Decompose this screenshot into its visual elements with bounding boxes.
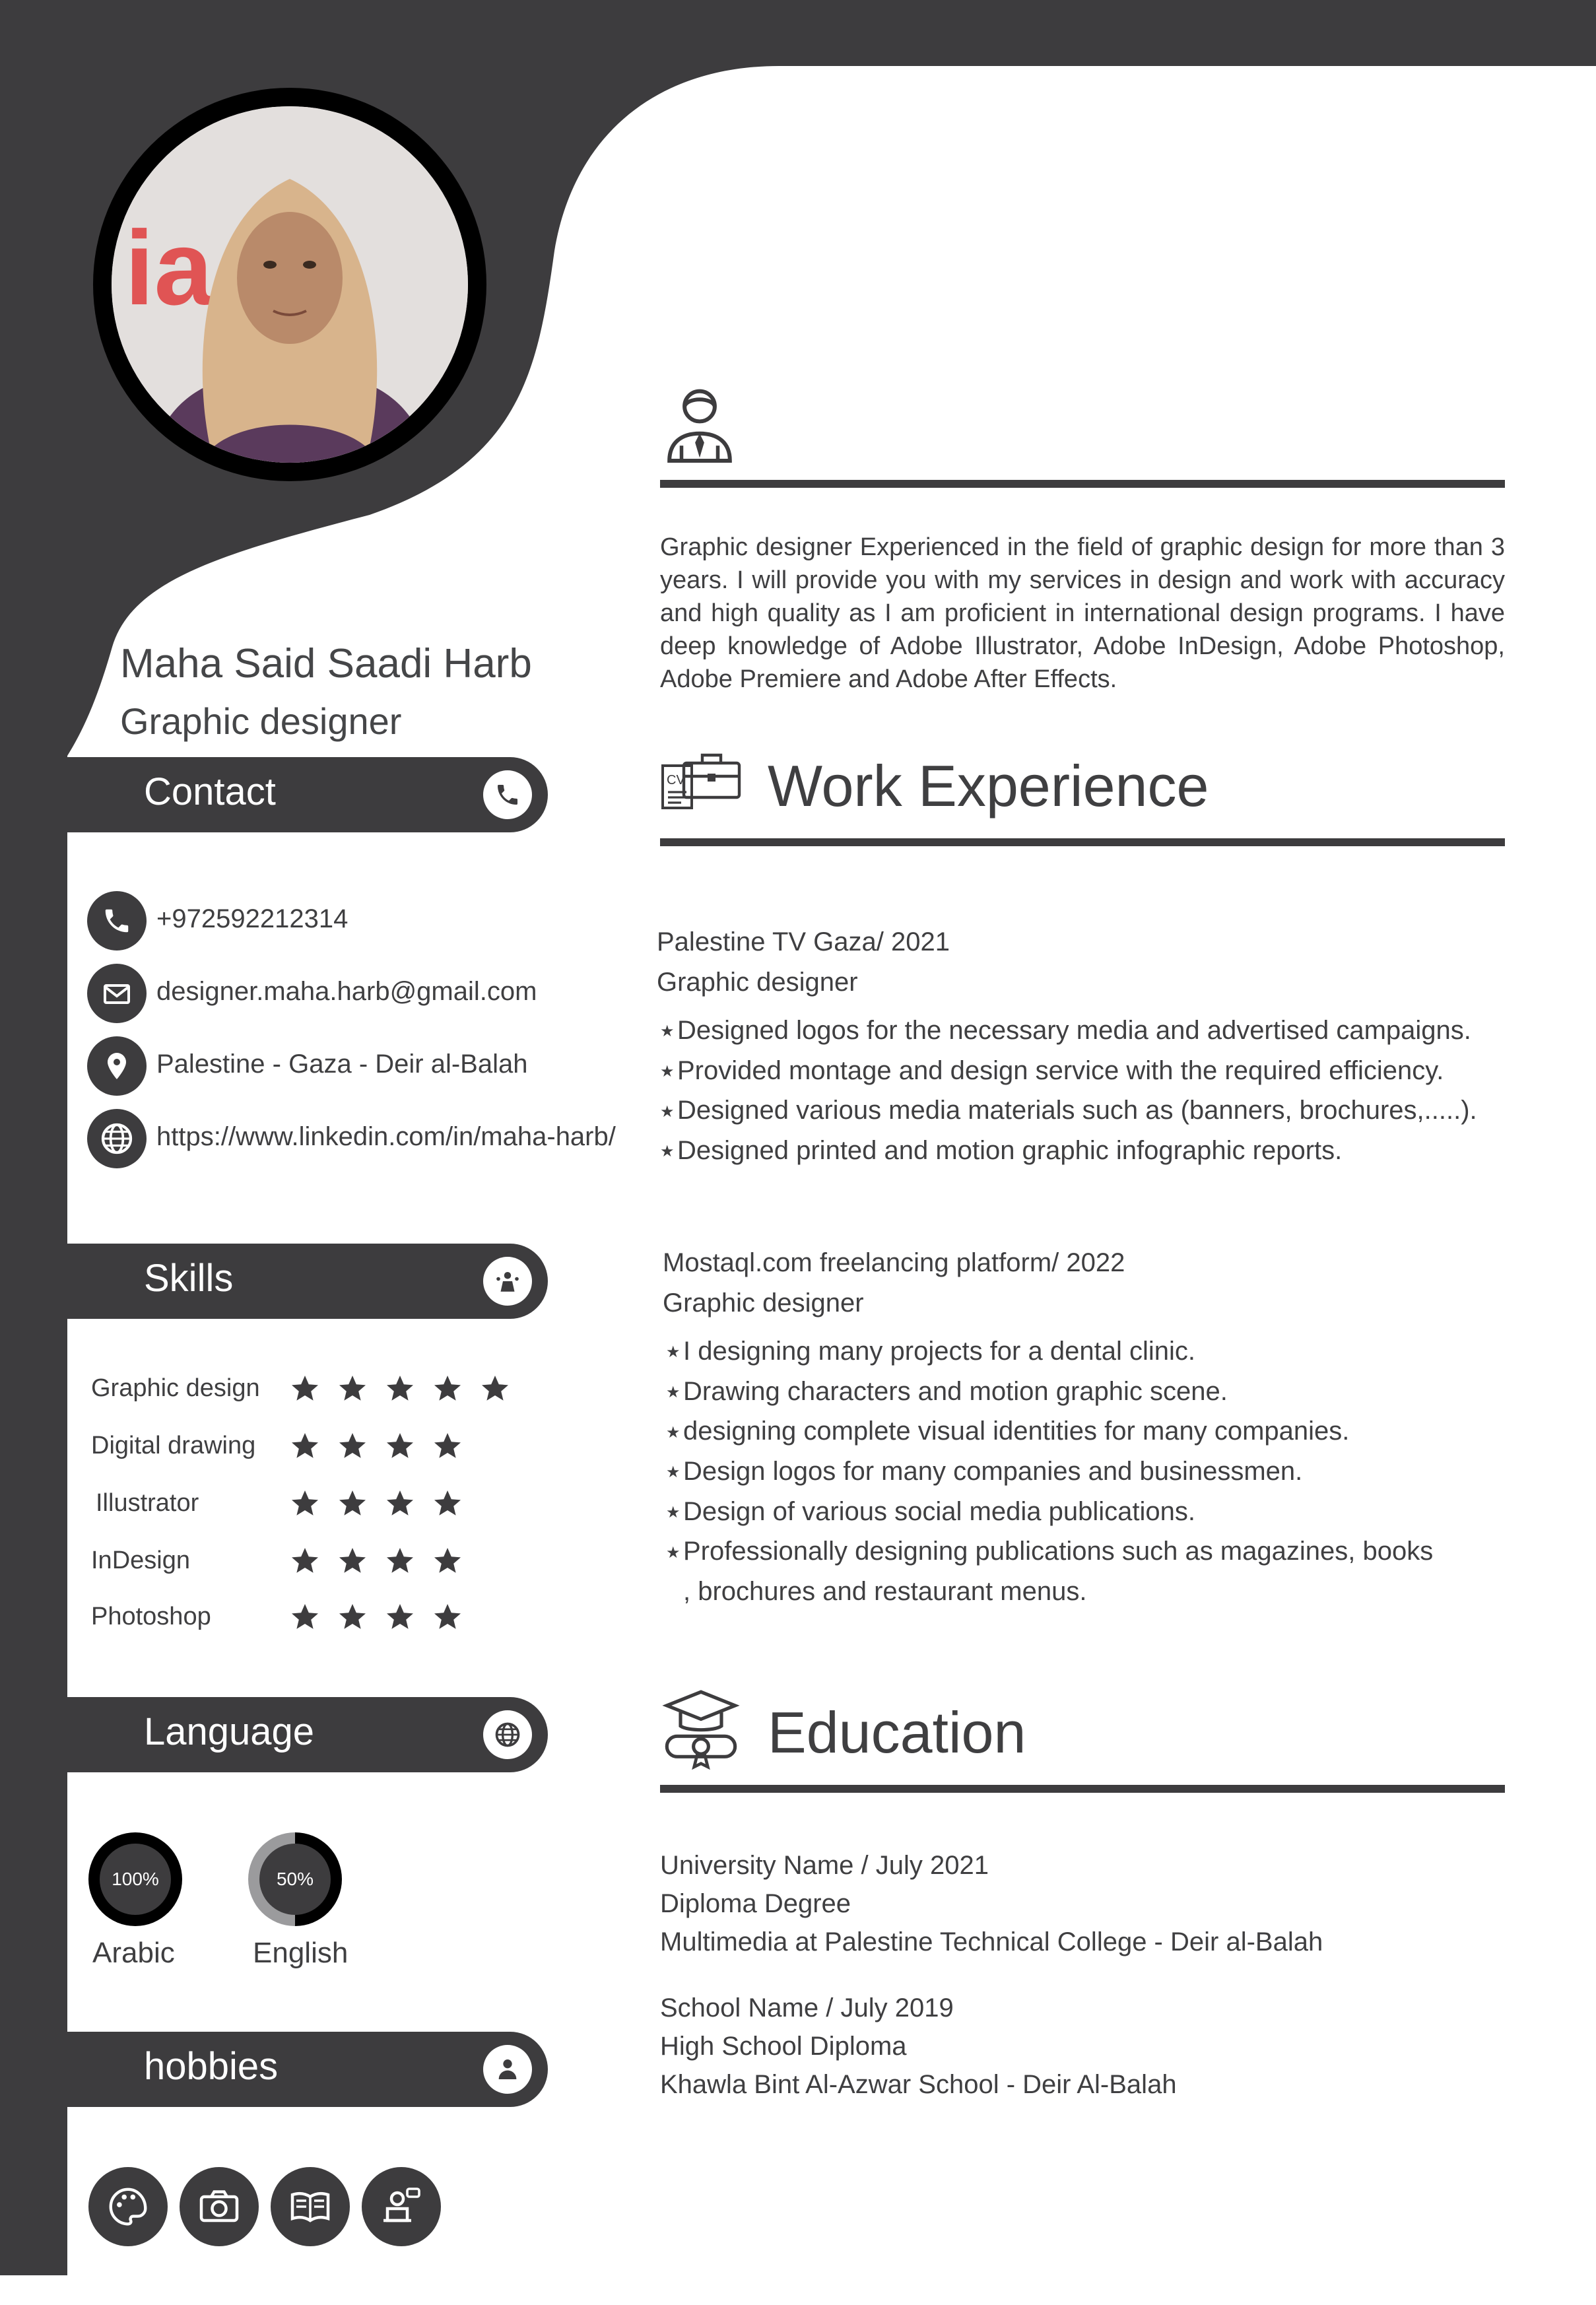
skill-label: InDesign xyxy=(91,1547,190,1574)
star-bullet-icon: ★ xyxy=(666,1423,681,1442)
star-icon xyxy=(337,1373,368,1405)
job-role: Graphic designer xyxy=(663,1288,864,1318)
person-icon xyxy=(483,2045,532,2094)
cv-briefcase-icon xyxy=(660,750,742,817)
star-icon xyxy=(337,1545,368,1577)
language-gauge-arabic xyxy=(88,1832,182,1926)
book-icon xyxy=(271,2167,350,2246)
job-company: Mostaql.com freelancing platform/ 2022 xyxy=(663,1248,1125,1277)
job-bullet xyxy=(666,1372,1433,1413)
job-bullet-text: Drawing characters and motion graphic scene. xyxy=(683,1376,1228,1406)
contact-panel xyxy=(67,832,615,1242)
job-bullet xyxy=(660,1052,1477,1092)
education-line: School Name / July 2019 xyxy=(660,1993,954,2022)
language-name: English xyxy=(253,1937,349,1969)
job-bullet-text: Designed printed and motion graphic infographic reports. xyxy=(677,1136,1343,1166)
profile-title: Graphic designer xyxy=(120,700,402,742)
profile-name: Maha Said Saadi Harb xyxy=(120,641,532,686)
job-bullet-text: Professionally designing publications such as magazines, books xyxy=(683,1537,1434,1566)
skills-icon xyxy=(483,1257,532,1306)
star-bullet-icon: ★ xyxy=(666,1463,681,1482)
language-percent: 50% xyxy=(259,1844,331,1915)
skill-rating xyxy=(289,1430,463,1462)
education-line: Khawla Bint Al-Azwar School - Deir Al-Balah xyxy=(660,2070,1177,2099)
job-role: Graphic designer xyxy=(657,968,858,997)
skill-rating xyxy=(289,1373,511,1405)
education-line: Multimedia at Palestine Technical College - Deir al-Balah xyxy=(660,1927,1323,1956)
job-company: Palestine TV Gaza/ 2021 xyxy=(657,927,950,956)
education-line: High School Diploma xyxy=(660,2032,907,2061)
laptop-user-icon xyxy=(362,2167,441,2246)
job-bullet-text: I designing many projects for a dental clinic. xyxy=(683,1337,1195,1366)
skill-label: Graphic design xyxy=(91,1374,260,1402)
star-icon xyxy=(432,1488,463,1520)
hobbies-heading: hobbies xyxy=(144,2045,279,2088)
job-bullet xyxy=(666,1492,1433,1533)
job-bullet-text: Provided montage and design service with the required efficiency. xyxy=(677,1055,1444,1085)
star-icon xyxy=(337,1488,368,1520)
star-bullet-icon: ★ xyxy=(660,1062,675,1081)
job-bullet-text: , brochures and restaurant menus. xyxy=(683,1577,1087,1607)
job-bullet-text: Designed logos for the necessary media and advertised campaigns. xyxy=(677,1016,1471,1045)
contact-location: Palestine - Gaza - Deir al-Balah xyxy=(156,1050,528,1079)
star-icon xyxy=(432,1373,463,1405)
job-bullets xyxy=(666,1332,1433,1611)
star-icon xyxy=(384,1545,416,1577)
star-icon xyxy=(289,1373,321,1405)
star-bullet-icon: ★ xyxy=(666,1383,681,1401)
star-icon xyxy=(337,1430,368,1462)
education-entry xyxy=(660,1989,1177,2104)
job-bullet-text: Design of various social media publications. xyxy=(683,1496,1195,1526)
location-icon xyxy=(87,1036,147,1096)
job-bullet-text: Designed various media materials such as (banners, brochures,.....). xyxy=(677,1096,1477,1125)
star-icon xyxy=(384,1601,416,1633)
summary-text: Graphic designer Experienced in the field of graphic design for more than 3 years. I will provide you with my services in design and work with accuracy and high quality as I am proficient in international design programs. I have deep knowledge of Adobe Illustrator, Adobe InDesign, Adobe Photoshop, Adobe Premiere and Adobe After Effects. xyxy=(660,533,1505,693)
job-bullet xyxy=(666,1412,1433,1452)
star-icon xyxy=(289,1545,321,1577)
portrait-photo xyxy=(112,106,468,463)
job-bullets xyxy=(660,1011,1477,1172)
mail-icon xyxy=(87,964,147,1023)
phone-icon xyxy=(87,891,147,951)
svg-text:ia: ia xyxy=(125,209,213,327)
globe-icon xyxy=(87,1109,147,1168)
star-icon xyxy=(289,1488,321,1520)
language-percent: 100% xyxy=(100,1844,171,1915)
job-bullet xyxy=(666,1452,1433,1492)
job-bullet xyxy=(666,1532,1433,1572)
summary-divider xyxy=(660,480,1505,488)
palette-icon xyxy=(88,2167,168,2246)
star-icon xyxy=(384,1430,416,1462)
job-bullet xyxy=(660,1011,1477,1052)
skill-rating xyxy=(289,1601,463,1633)
work-heading: Work Experience xyxy=(768,753,1209,818)
star-icon xyxy=(384,1488,416,1520)
education-divider xyxy=(660,1785,1505,1793)
work-divider xyxy=(660,838,1505,846)
skills-header xyxy=(0,1244,548,1319)
star-icon xyxy=(337,1601,368,1633)
education-line: Diploma Degree xyxy=(660,1889,851,1918)
job-bullet xyxy=(666,1572,1433,1611)
star-icon xyxy=(432,1545,463,1577)
graduation-icon xyxy=(660,1688,742,1774)
job-bullet-text: designing complete visual identities for many companies. xyxy=(683,1417,1350,1446)
education-entry xyxy=(660,1846,1323,1961)
star-bullet-icon: ★ xyxy=(660,1102,675,1121)
star-icon xyxy=(432,1601,463,1633)
star-icon xyxy=(432,1430,463,1462)
star-bullet-icon: ★ xyxy=(660,1022,675,1041)
job-bullet xyxy=(660,1131,1477,1172)
star-icon xyxy=(384,1373,416,1405)
user-profile-icon xyxy=(663,384,736,468)
education-heading: Education xyxy=(768,1700,1026,1765)
language-gauge-english xyxy=(248,1832,342,1926)
contact-linkedin[interactable]: https://www.linkedin.com/in/maha-harb/ xyxy=(156,1122,616,1151)
job-bullet xyxy=(660,1091,1477,1131)
star-bullet-icon: ★ xyxy=(660,1143,675,1161)
skill-rating xyxy=(289,1545,463,1577)
job-bullet xyxy=(666,1332,1433,1372)
star-bullet-icon: ★ xyxy=(666,1343,681,1362)
skill-label: Photoshop xyxy=(91,1603,211,1630)
phone-icon xyxy=(483,770,532,819)
globe-icon xyxy=(483,1710,532,1759)
star-icon xyxy=(289,1430,321,1462)
skill-rating xyxy=(289,1488,463,1520)
language-name: Arabic xyxy=(92,1937,175,1969)
contact-phone[interactable]: +972592212314 xyxy=(156,904,349,933)
svg-text:CV: CV xyxy=(667,773,685,787)
contact-heading: Contact xyxy=(144,770,276,813)
skills-heading: Skills xyxy=(144,1257,234,1300)
star-bullet-icon: ★ xyxy=(666,1543,681,1562)
star-icon xyxy=(479,1373,511,1405)
language-heading: Language xyxy=(144,1710,315,1753)
skill-label: Digital drawing xyxy=(91,1432,256,1459)
education-line: University Name / July 2021 xyxy=(660,1851,989,1880)
skill-label: Illustrator xyxy=(96,1489,199,1517)
job-bullet-text: Design logos for many companies and businessmen. xyxy=(683,1457,1303,1487)
star-icon xyxy=(289,1601,321,1633)
contact-email[interactable]: designer.maha.harb@gmail.com xyxy=(156,977,537,1006)
star-bullet-icon: ★ xyxy=(666,1503,681,1521)
camera-icon xyxy=(180,2167,259,2246)
